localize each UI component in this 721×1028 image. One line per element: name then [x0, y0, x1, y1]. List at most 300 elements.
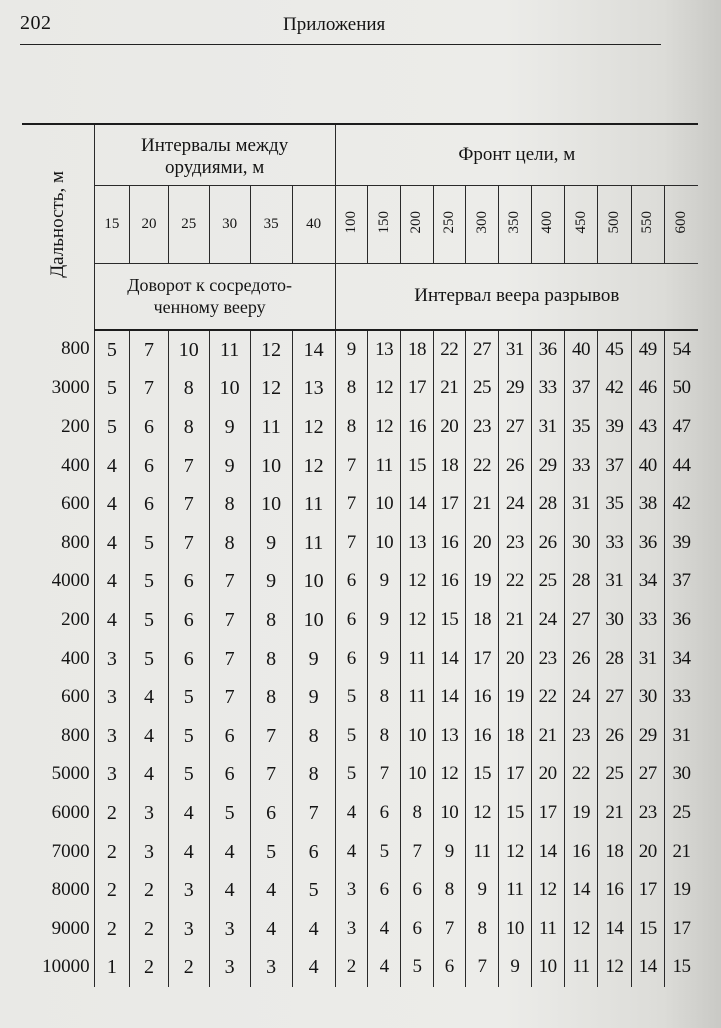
spread-cell: 3 — [335, 909, 367, 948]
spread-cell: 17 — [499, 755, 531, 794]
front-value-header — [433, 186, 465, 264]
turn-cell: 6 — [209, 716, 250, 755]
spread-cell: 11 — [401, 639, 433, 678]
spread-cell: 14 — [433, 678, 465, 717]
table-row — [22, 369, 698, 408]
spread-cell: 7 — [335, 523, 367, 562]
turn-cell: 7 — [130, 369, 169, 408]
spread-cell: 47 — [664, 408, 698, 447]
turn-cell: 8 — [209, 485, 250, 524]
spread-cell: 10 — [531, 948, 564, 987]
spread-cell: 16 — [433, 523, 465, 562]
spread-cell: 22 — [499, 562, 531, 601]
spread-cell: 39 — [664, 523, 698, 562]
spread-cell: 11 — [499, 871, 531, 910]
turn-cell: 7 — [168, 446, 209, 485]
spread-cell: 42 — [664, 485, 698, 524]
turn-cell: 4 — [130, 755, 169, 794]
spread-cell: 12 — [367, 369, 400, 408]
table-row — [22, 446, 698, 485]
spread-cell: 31 — [499, 330, 531, 370]
turn-cell: 9 — [250, 562, 292, 601]
spread-cell: 31 — [564, 485, 597, 524]
turn-cell: 5 — [250, 832, 292, 871]
spread-cell: 33 — [564, 446, 597, 485]
turn-cell: 4 — [94, 446, 130, 485]
spread-cell: 33 — [664, 678, 698, 717]
interval-value-header: 30 — [209, 186, 250, 264]
interval-value-header: 15 — [94, 186, 130, 264]
turn-cell: 2 — [94, 909, 130, 948]
spread-cell: 31 — [664, 716, 698, 755]
spread-cell: 4 — [335, 794, 367, 833]
spread-cell: 18 — [433, 446, 465, 485]
spread-cell: 20 — [499, 639, 531, 678]
table-row — [22, 601, 698, 640]
interval-value-header: 25 — [168, 186, 209, 264]
spread-cell: 7 — [433, 909, 465, 948]
front-value-label: 250 — [440, 210, 457, 234]
range-cell: 4000 — [51, 570, 90, 592]
spread-cell: 14 — [631, 948, 664, 987]
spread-cell: 49 — [631, 330, 664, 370]
turn-cell: 1 — [94, 948, 130, 987]
turn-cell: 9 — [292, 678, 335, 717]
spread-cell: 5 — [335, 716, 367, 755]
spread-cell: 30 — [631, 678, 664, 717]
turn-cell: 13 — [292, 369, 335, 408]
spread-cell: 12 — [465, 794, 498, 833]
spread-cell: 14 — [433, 639, 465, 678]
front-value-header — [367, 186, 400, 264]
spread-cell: 28 — [531, 485, 564, 524]
turn-cell: 8 — [250, 639, 292, 678]
turn-cell: 3 — [94, 716, 130, 755]
front-value-label: 450 — [572, 210, 589, 234]
interval-value-header: 20 — [130, 186, 169, 264]
header-rule — [20, 44, 661, 45]
spread-cell: 11 — [401, 678, 433, 717]
front-value-header — [335, 186, 367, 264]
range-cell: 600 — [61, 493, 90, 515]
spread-cell: 12 — [433, 755, 465, 794]
spread-cell: 15 — [664, 948, 698, 987]
turn-cell: 2 — [94, 832, 130, 871]
spread-cell: 34 — [631, 562, 664, 601]
spread-cell: 17 — [465, 639, 498, 678]
front-value-header — [631, 186, 664, 264]
turn-cell: 3 — [130, 794, 169, 833]
turn-cell: 6 — [130, 408, 169, 447]
spread-cell: 4 — [367, 909, 400, 948]
turn-cell: 3 — [209, 909, 250, 948]
spread-cell: 14 — [598, 909, 631, 948]
spread-cell: 8 — [433, 871, 465, 910]
spread-cell: 12 — [598, 948, 631, 987]
turn-cell: 12 — [250, 330, 292, 370]
turn-cell: 2 — [94, 871, 130, 910]
turn-cell: 11 — [250, 408, 292, 447]
turn-cell: 2 — [94, 794, 130, 833]
spread-cell: 30 — [564, 523, 597, 562]
spread-cell: 22 — [433, 330, 465, 370]
spread-cell: 22 — [531, 678, 564, 717]
turn-cell: 10 — [292, 562, 335, 601]
spread-cell: 9 — [367, 562, 400, 601]
table-row — [22, 755, 698, 794]
table-row — [22, 330, 698, 370]
spread-cell: 44 — [664, 446, 698, 485]
spread-header: Интервал веера разрывов — [335, 264, 698, 330]
turn-cell: 11 — [292, 485, 335, 524]
spread-cell: 23 — [465, 408, 498, 447]
front-value-label: 600 — [672, 210, 689, 234]
range-cell: 400 — [61, 454, 90, 476]
spread-cell: 8 — [465, 909, 498, 948]
turn-cell: 5 — [292, 871, 335, 910]
spread-cell: 21 — [499, 601, 531, 640]
spread-cell: 10 — [401, 755, 433, 794]
spread-cell: 12 — [531, 871, 564, 910]
turn-cell: 14 — [292, 330, 335, 370]
spread-cell: 8 — [367, 716, 400, 755]
spread-cell: 24 — [564, 678, 597, 717]
spread-cell: 22 — [564, 755, 597, 794]
turn-cell: 10 — [292, 601, 335, 640]
spread-cell: 21 — [465, 485, 498, 524]
spread-cell: 10 — [367, 523, 400, 562]
spread-cell: 18 — [465, 601, 498, 640]
spread-cell: 6 — [335, 562, 367, 601]
turn-cell: 4 — [94, 601, 130, 640]
turn-cell: 2 — [130, 948, 169, 987]
turn-cell: 9 — [209, 446, 250, 485]
table-row — [22, 678, 698, 717]
turn-cell: 5 — [94, 408, 130, 447]
turn-cell: 7 — [292, 794, 335, 833]
spread-cell: 21 — [433, 369, 465, 408]
range-cell: 400 — [61, 647, 90, 669]
spread-cell: 30 — [598, 601, 631, 640]
table-row — [22, 408, 698, 447]
spread-cell: 24 — [499, 485, 531, 524]
turn-cell: 4 — [209, 832, 250, 871]
range-cell: 6000 — [51, 801, 90, 823]
turn-cell: 6 — [130, 446, 169, 485]
spread-cell: 27 — [598, 678, 631, 717]
range-cell: 200 — [61, 415, 90, 437]
range-header-cell — [22, 124, 94, 330]
turn-cell: 3 — [168, 909, 209, 948]
table-row — [22, 562, 698, 601]
turn-cell: 2 — [130, 909, 169, 948]
spread-cell: 4 — [335, 832, 367, 871]
turn-cell: 8 — [292, 755, 335, 794]
turn-cell: 3 — [209, 948, 250, 987]
turn-cell: 5 — [168, 755, 209, 794]
turn-cell: 4 — [168, 794, 209, 833]
spread-cell: 33 — [531, 369, 564, 408]
front-value-label: 150 — [375, 210, 392, 234]
turn-cell: 7 — [168, 485, 209, 524]
spread-cell: 8 — [335, 369, 367, 408]
table-row — [22, 909, 698, 948]
turn-cell: 11 — [209, 330, 250, 370]
range-cell: 800 — [61, 338, 90, 360]
turn-cell: 5 — [168, 678, 209, 717]
turn-cell: 5 — [209, 794, 250, 833]
spread-cell: 13 — [401, 523, 433, 562]
front-value-header — [664, 186, 698, 264]
spread-cell: 6 — [335, 639, 367, 678]
turn-cell: 7 — [209, 639, 250, 678]
spread-cell: 16 — [598, 871, 631, 910]
spread-cell: 15 — [499, 794, 531, 833]
turn-cell: 4 — [250, 871, 292, 910]
spread-cell: 28 — [564, 562, 597, 601]
turn-cell: 6 — [292, 832, 335, 871]
turn-cell: 5 — [130, 601, 169, 640]
spread-cell: 24 — [531, 601, 564, 640]
spread-cell: 54 — [664, 330, 698, 370]
turn-cell: 4 — [292, 909, 335, 948]
front-value-label: 550 — [639, 210, 656, 234]
spread-cell: 14 — [564, 871, 597, 910]
turn-cell: 9 — [209, 408, 250, 447]
spread-cell: 6 — [367, 871, 400, 910]
spread-cell: 6 — [335, 601, 367, 640]
spread-cell: 45 — [598, 330, 631, 370]
spread-cell: 6 — [401, 871, 433, 910]
turn-cell: 9 — [292, 639, 335, 678]
spread-cell: 37 — [664, 562, 698, 601]
turn-cell: 7 — [209, 678, 250, 717]
spread-cell: 20 — [433, 408, 465, 447]
turn-cell: 7 — [168, 523, 209, 562]
turn-cell: 7 — [250, 755, 292, 794]
spread-cell: 7 — [367, 755, 400, 794]
spread-cell: 5 — [401, 948, 433, 987]
turn-cell: 4 — [94, 523, 130, 562]
front-value-header — [499, 186, 531, 264]
spread-cell: 36 — [631, 523, 664, 562]
turn-cell: 6 — [168, 639, 209, 678]
range-cell: 800 — [61, 724, 90, 746]
turn-cell: 10 — [209, 369, 250, 408]
turn-cell: 4 — [130, 678, 169, 717]
spread-cell: 19 — [465, 562, 498, 601]
spread-cell: 11 — [531, 909, 564, 948]
front-value-label: 100 — [342, 210, 359, 234]
turn-cell: 7 — [209, 562, 250, 601]
spread-cell: 23 — [631, 794, 664, 833]
spread-cell: 22 — [465, 446, 498, 485]
turn-cell: 5 — [168, 716, 209, 755]
range-cell: 5000 — [51, 763, 90, 785]
spread-cell: 6 — [367, 794, 400, 833]
spread-cell: 7 — [401, 832, 433, 871]
turn-cell: 2 — [168, 948, 209, 987]
table-row — [22, 832, 698, 871]
spread-cell: 9 — [499, 948, 531, 987]
front-value-header — [598, 186, 631, 264]
spread-cell: 28 — [598, 639, 631, 678]
spread-cell: 26 — [531, 523, 564, 562]
running-head: Приложения — [283, 14, 386, 35]
spread-cell: 10 — [433, 794, 465, 833]
spread-cell: 18 — [499, 716, 531, 755]
spread-cell: 8 — [335, 408, 367, 447]
turn-cell: 5 — [94, 330, 130, 370]
front-value-header — [465, 186, 498, 264]
spread-cell: 34 — [664, 639, 698, 678]
spread-cell: 21 — [598, 794, 631, 833]
spread-cell: 16 — [465, 678, 498, 717]
table-row — [22, 948, 698, 987]
spread-cell: 43 — [631, 408, 664, 447]
interval-value-header: 35 — [250, 186, 292, 264]
range-header: Дальность, м — [46, 171, 68, 279]
turn-cell: 3 — [94, 639, 130, 678]
spread-cell: 15 — [465, 755, 498, 794]
spread-cell: 29 — [531, 446, 564, 485]
range-cell: 9000 — [51, 917, 90, 939]
range-cell: 800 — [61, 531, 90, 553]
table-row — [22, 716, 698, 755]
range-cell: 10000 — [42, 956, 90, 978]
spread-cell: 26 — [499, 446, 531, 485]
spread-cell: 25 — [664, 794, 698, 833]
spread-cell: 36 — [664, 601, 698, 640]
spread-cell: 20 — [631, 832, 664, 871]
spread-cell: 27 — [465, 330, 498, 370]
front-value-label: 200 — [408, 210, 425, 234]
turn-cell: 4 — [94, 562, 130, 601]
spread-cell: 11 — [465, 832, 498, 871]
spread-cell: 18 — [401, 330, 433, 370]
spread-cell: 29 — [499, 369, 531, 408]
spread-cell: 11 — [564, 948, 597, 987]
spread-cell: 42 — [598, 369, 631, 408]
turn-header — [94, 264, 335, 330]
spread-cell: 27 — [631, 755, 664, 794]
turn-cell: 4 — [168, 832, 209, 871]
turn-cell: 8 — [209, 523, 250, 562]
spread-cell: 12 — [401, 601, 433, 640]
spread-cell: 31 — [631, 639, 664, 678]
spread-cell: 16 — [401, 408, 433, 447]
turn-cell: 7 — [250, 716, 292, 755]
front-value-header — [531, 186, 564, 264]
spread-cell: 16 — [564, 832, 597, 871]
turn-cell: 5 — [130, 639, 169, 678]
spread-cell: 5 — [335, 755, 367, 794]
spread-cell: 12 — [499, 832, 531, 871]
spread-cell: 40 — [564, 330, 597, 370]
turn-cell: 10 — [250, 485, 292, 524]
turn-cell: 4 — [292, 948, 335, 987]
spread-cell: 23 — [499, 523, 531, 562]
front-value-header — [564, 186, 597, 264]
spread-cell: 31 — [531, 408, 564, 447]
range-cell: 3000 — [51, 377, 90, 399]
spread-cell: 5 — [367, 832, 400, 871]
spread-cell: 2 — [335, 948, 367, 987]
page-number: 202 — [20, 12, 52, 34]
spread-cell: 16 — [433, 562, 465, 601]
turn-cell: 6 — [250, 794, 292, 833]
turn-cell: 4 — [250, 909, 292, 948]
spread-cell: 23 — [531, 639, 564, 678]
spread-cell: 19 — [664, 871, 698, 910]
table-row — [22, 639, 698, 678]
range-cell: 8000 — [51, 879, 90, 901]
turn-cell: 4 — [130, 716, 169, 755]
spread-cell: 9 — [465, 871, 498, 910]
front-value-label: 350 — [506, 210, 523, 234]
spread-cell: 3 — [335, 871, 367, 910]
turn-cell: 12 — [292, 446, 335, 485]
spread-cell: 29 — [631, 716, 664, 755]
spread-cell: 40 — [631, 446, 664, 485]
spread-cell: 12 — [367, 408, 400, 447]
spread-cell: 23 — [564, 716, 597, 755]
table-row — [22, 523, 698, 562]
turn-cell: 5 — [130, 562, 169, 601]
turn-cell: 10 — [250, 446, 292, 485]
spread-cell: 9 — [433, 832, 465, 871]
spread-cell: 21 — [664, 832, 698, 871]
interval-value-header: 40 — [292, 186, 335, 264]
spread-cell: 5 — [335, 678, 367, 717]
spread-cell: 37 — [598, 446, 631, 485]
spread-cell: 50 — [664, 369, 698, 408]
turn-cell: 3 — [168, 871, 209, 910]
spread-cell: 7 — [335, 485, 367, 524]
spread-cell: 7 — [465, 948, 498, 987]
turn-cell: 6 — [209, 755, 250, 794]
table-row — [22, 794, 698, 833]
spread-cell: 9 — [367, 639, 400, 678]
turn-cell: 3 — [94, 755, 130, 794]
spread-cell: 19 — [564, 794, 597, 833]
spread-cell: 25 — [598, 755, 631, 794]
turn-cell: 11 — [292, 523, 335, 562]
spread-cell: 17 — [401, 369, 433, 408]
spread-cell: 15 — [401, 446, 433, 485]
turn-cell: 7 — [130, 330, 169, 370]
range-cell: 600 — [61, 686, 90, 708]
firing-table — [22, 123, 698, 987]
spread-cell: 8 — [401, 794, 433, 833]
spread-cell: 11 — [367, 446, 400, 485]
spread-cell: 21 — [531, 716, 564, 755]
turn-cell: 5 — [130, 523, 169, 562]
spread-cell: 33 — [598, 523, 631, 562]
spread-cell: 10 — [367, 485, 400, 524]
turn-cell: 8 — [168, 369, 209, 408]
spread-cell: 15 — [433, 601, 465, 640]
range-cell: 7000 — [51, 840, 90, 862]
spread-cell: 30 — [664, 755, 698, 794]
spread-cell: 16 — [465, 716, 498, 755]
turn-cell: 7 — [209, 601, 250, 640]
spread-cell: 31 — [598, 562, 631, 601]
spread-cell: 10 — [499, 909, 531, 948]
intervals-header — [94, 124, 335, 186]
spread-cell: 6 — [401, 909, 433, 948]
turn-cell: 3 — [94, 678, 130, 717]
